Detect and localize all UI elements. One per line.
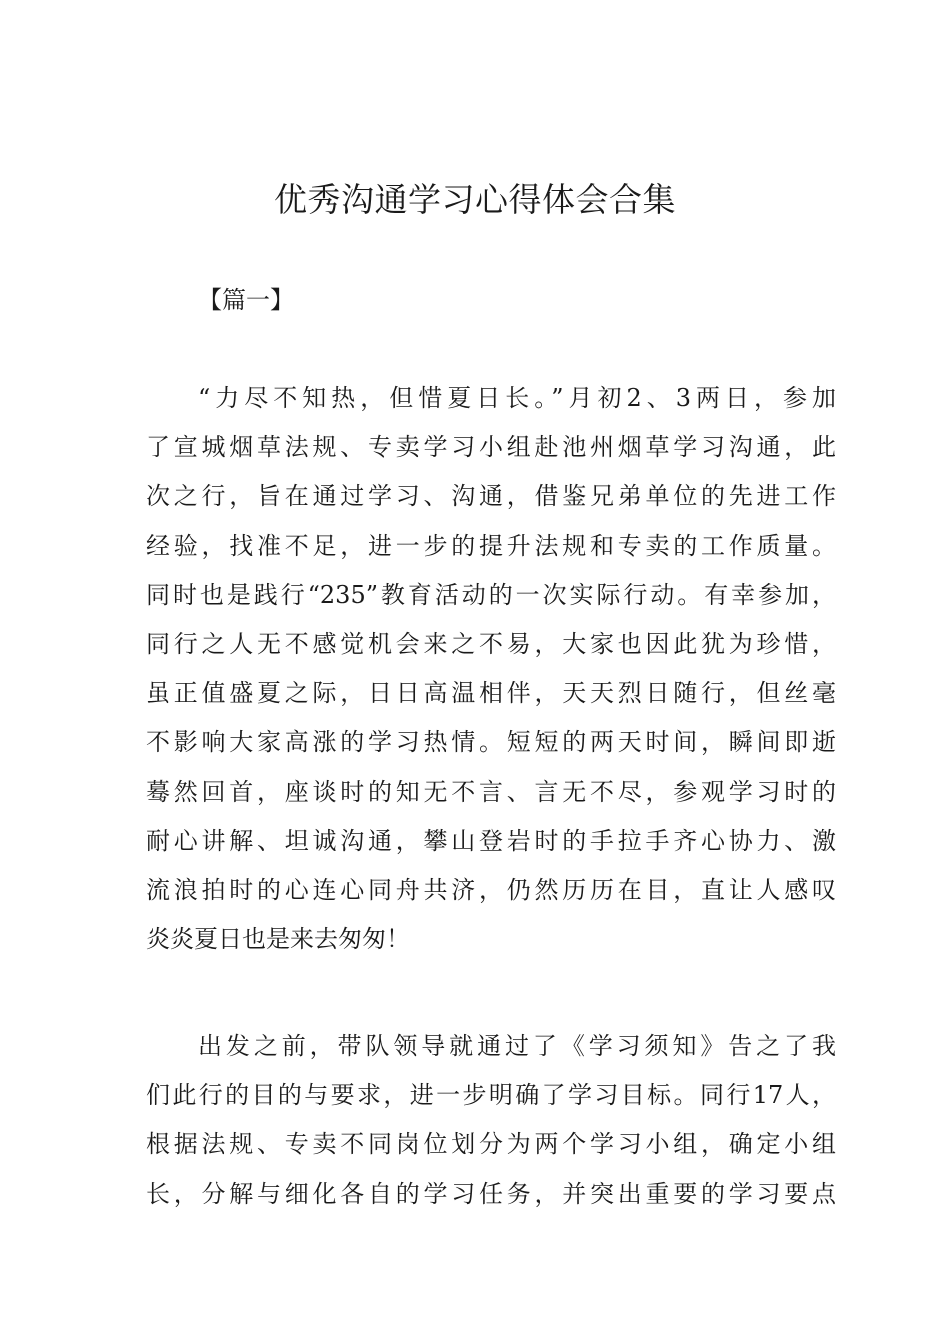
paragraph-line: 流浪拍时的心连心同舟共济，仍然历历在目，直让人感叹 [146,875,836,904]
paragraph-line: 同行之人无不感觉机会来之不易，大家也因此犹为珍惜， [146,629,836,658]
section-heading: 【篇一】 [198,286,294,314]
paragraph-line: 次之行，旨在通过学习、沟通，借鉴兄弟单位的先进工作 [146,482,836,511]
paragraph-line: 耐心讲解、坦诚沟通，攀山登岩时的手拉手齐心协力、激 [146,826,836,855]
document-title: 优秀沟通学习心得体会合集 [274,180,676,219]
paragraph-line: 出发之前，带队领导就通过了《学习须知》告之了我 [198,1032,836,1060]
paragraph-line: 了宣城烟草法规、专卖学习小组赴池州烟草学习沟通，此 [146,433,836,462]
paragraph-line: 蓦然回首，座谈时的知无不言、言无不尽，参观学习时的 [146,777,836,806]
paragraph-line: 炎炎夏日也是来去匆匆！ [146,925,410,954]
paragraph-line: 虽正值盛夏之际，日日高温相伴，天天烈日随行，但丝毫 [146,679,836,708]
paragraph-line: 同时也是践行“235”教育活动的一次实际行动。有幸参加， [146,580,836,609]
paragraph-1 [146,374,836,964]
paragraph-line: “力尽不知热，但惜夏日长。”月初2、3两日，参加 [198,384,836,412]
paragraph-line: 不影响大家高涨的学习热情。短短的两天时间，瞬间即逝 [146,728,836,757]
paragraph-line: 们此行的目的与要求，进一步明确了学习目标。同行17人， [146,1081,836,1110]
paragraph-line: 根据法规、专卖不同岗位划分为两个学习小组，确定小组 [146,1130,836,1159]
paragraph-2 [146,1022,836,1219]
paragraph-line: 经验，找准不足，进一步的提升法规和专卖的工作质量。 [146,531,836,560]
paragraph-line: 长，分解与细化各自的学习任务，并突出重要的学习要点 [146,1179,836,1208]
